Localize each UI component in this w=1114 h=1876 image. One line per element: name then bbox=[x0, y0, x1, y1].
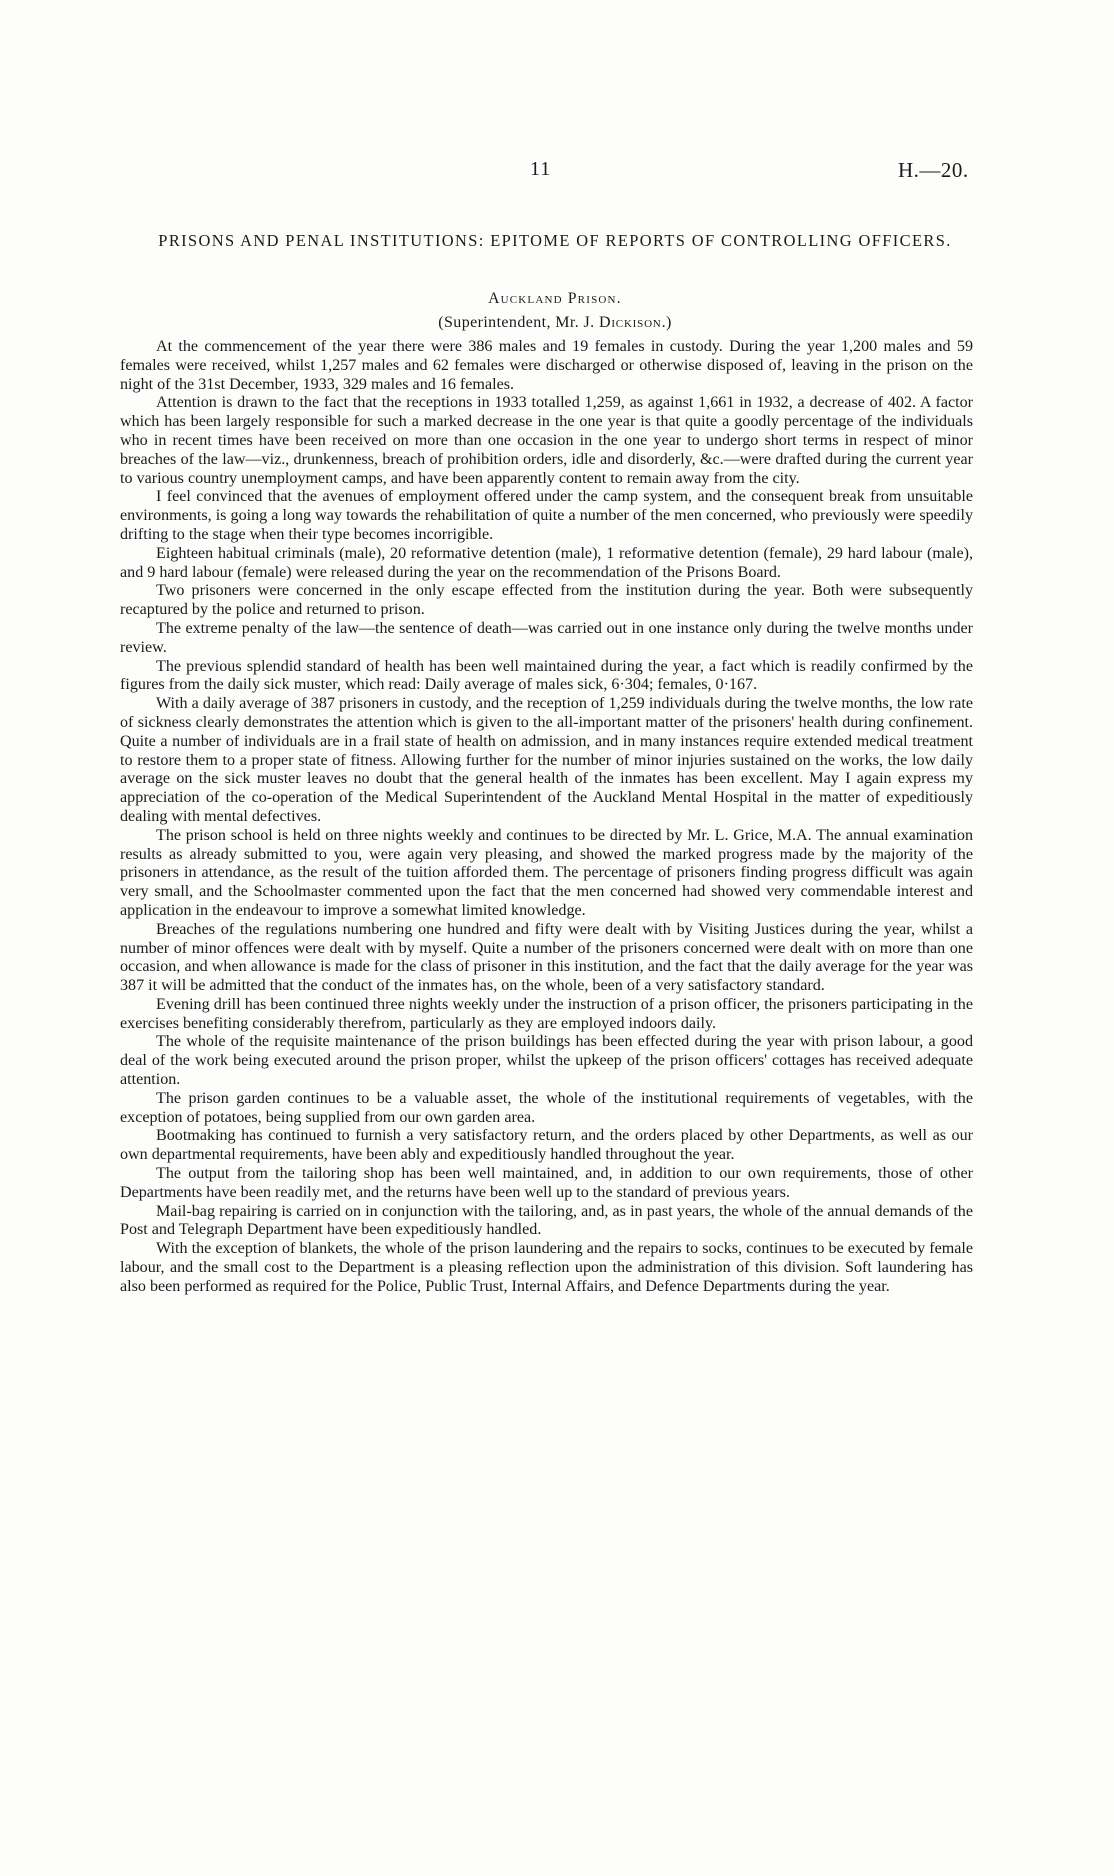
paragraph: I feel convinced that the avenues of employment offered under the camp system, and the consequent break from unsuitable environments, is going a long way towards the rehabilitation of quite a number of the men concerned, who previously were speedily drifting to the stage when their type becomes incorrigible. bbox=[120, 488, 973, 543]
paragraph: Eighteen habitual criminals (male), 20 reformative detention (male), 1 reformative detention (female), 29 hard labour (male), and 9 hard labour (female) were released during the year on the recommendation of the Prisons Board. bbox=[120, 544, 973, 581]
paragraph: Attention is drawn to the fact that the receptions in 1933 totalled 1,259, as against 1,661 in 1932, a decrease of 402. A factor which has been largely responsible for such a marked decrease in the one year is that quite a goodly percentage of the individuals who in recent times have been received on more than one occasion in the one year to undergo short terms in respect of minor breaches of the law—viz., drunkenness, breach of prohibition orders, idle and disorderly, &c.—were drafted during the current year to various country unemployment camps, and have been apparently content to remain away from the city. bbox=[120, 394, 973, 487]
paragraph: With the exception of blankets, the whole of the prison laundering and the repairs to socks, continues to be executed by female labour, and the small cost to the Department is a pleasing reflection upon the administration of this division. Soft laundering has also been performed as required for the Police, Public Trust, Internal Affairs, and Defence Departments during the year. bbox=[120, 1240, 973, 1295]
paragraph: The previous splendid standard of health has been well maintained during the year, a fact which is readily confirmed by the figures from the daily sick muster, which read: Daily average of males sick, 6·304; females, 0·167. bbox=[120, 657, 973, 694]
paragraph: The whole of the requisite maintenance of the prison buildings has been effected during the year with prison labour, a good deal of the work being executed around the prison proper, whilst the upkeep of the prison officers' cottages has received adequate attention. bbox=[120, 1033, 973, 1089]
page-title: PRISONS AND PENAL INSTITUTIONS: EPITOME OF REPORTS OF CONTROLLING OFFICERS. bbox=[158, 231, 952, 250]
superintendent-line bbox=[120, 314, 990, 332]
report-body bbox=[120, 338, 973, 1297]
paragraph: Breaches of the regulations numbering one hundred and fifty were dealt with by Visiting Justices during the year, whilst a number of minor offences were dealt with by myself. Quite a number of the prisoners concerned were dealt with on more than one occasion, and when allowance is made for the class of prisoner in this institution, and the fact that the daily average for the year was 387 it will be admitted that the conduct of the inmates has, on the whole, been of a very satisfactory standard. bbox=[120, 920, 973, 995]
paragraph: Bootmaking has continued to furnish a very satisfactory return, and the orders placed by other Departments, as well as our own departmental requirements, have been ably and expeditiously handled throughout the year. bbox=[120, 1127, 973, 1164]
paragraph: With a daily average of 387 prisoners in custody, and the reception of 1,259 individuals during the twelve months, the low rate of sickness clearly demonstrates the attention which is given to the all-important matter of the prisoners' health during confinement. Quite a number of individuals are in a frail state of health on admission, and in many instances require extended medical treatment to restore them to a proper state of fitness. Allowing further for the number of minor injuries sustained on the works, the low daily average on the sick muster leaves no doubt that the general health of the inmates has been excellent. May I again express my appreciation of the co-operation of the Medical Superintendent of the Auckland Mental Hospital in the matter of expeditiously dealing with mental defectives. bbox=[120, 695, 973, 825]
paragraph: The prison garden continues to be a valuable asset, the whole of the institutional requirements of vegetables, with the exception of potatoes, being supplied from our own garden area. bbox=[120, 1089, 973, 1126]
document-reference: H.—20. bbox=[898, 158, 969, 182]
paragraph: Two prisoners were concerned in the only escape effected from the institution during the year. Both were subsequently recaptured by the police and returned to prison. bbox=[120, 582, 973, 619]
paragraph: Mail-bag repairing is carried on in conjunction with the tailoring, and, as in past years, the whole of the annual demands of the Post and Telegraph Department have been expeditiously handled. bbox=[120, 1202, 973, 1239]
superintendent-name: Dickison bbox=[598, 314, 662, 331]
paragraph: The output from the tailoring shop has been well maintained, and, in addition to our own requirements, those of other Departments have been readily met, and the returns have been well up to the standard of previous years. bbox=[120, 1165, 973, 1201]
superintendent-prefix: (Superintendent, Mr. J. bbox=[438, 314, 599, 331]
paragraph: At the commencement of the year there were 386 males and 19 females in custody. During the year 1,200 males and 59 females were received, whilst 1,257 males and 62 females were discharged or otherwise disposed of, leaving in the prison on the night of the 31st December, 1933, 329 males and 16 females. bbox=[120, 338, 973, 393]
paragraph: The prison school is held on three nights weekly and continues to be directed by Mr. L. Grice, M.A. The annual examination results as already submitted to you, were again very pleasing, and showed the marked progress made by the majority of the prisoners in attendance, as the result of the tuition afforded them. The percentage of prisoners finding progress difficult was again very small, and the Schoolmaster commented upon the fact that the men concerned had showed very commendable interest and application in the endeavour to improve a somewhat limited knowledge. bbox=[120, 826, 973, 919]
paragraph: Evening drill has been continued three nights weekly under the instruction of a prison officer, the prisoners participating in the exercises benefiting considerably therefrom, particularly as they are employed indoors daily. bbox=[120, 995, 973, 1032]
section-heading: Auckland Prison. bbox=[488, 290, 622, 307]
page-number: 11 bbox=[530, 158, 552, 180]
superintendent-suffix: .) bbox=[661, 314, 672, 331]
paragraph: The extreme penalty of the law—the sentence of death—was carried out in one instance only during the twelve months under review. bbox=[120, 619, 973, 656]
